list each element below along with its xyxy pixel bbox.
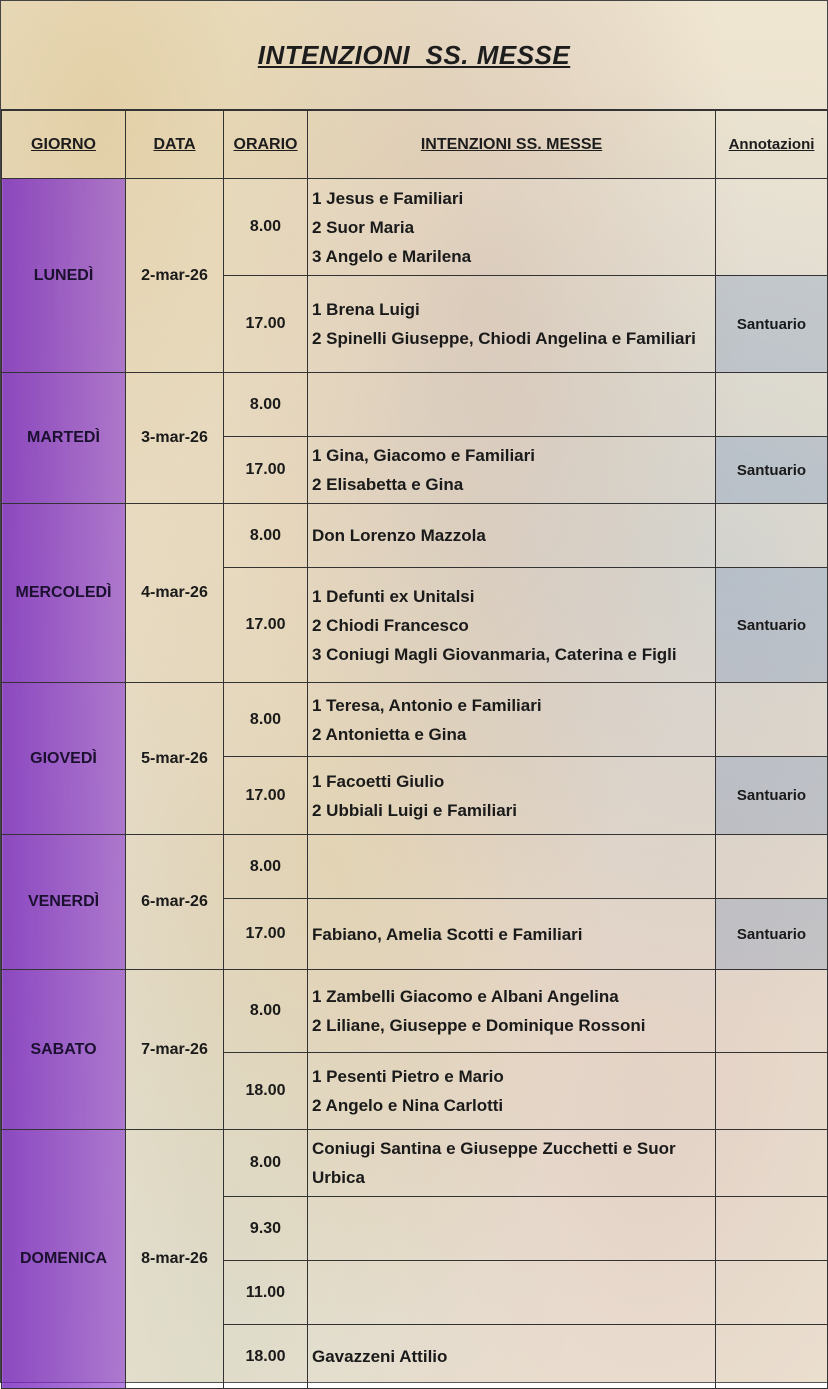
- schedule-row: [2, 179, 828, 276]
- intention-line: 3 Coniugi Magli Giovanmaria, Caterina e Figli: [312, 644, 677, 664]
- header-orario: ORARIO: [224, 111, 308, 179]
- date-cell: 6-mar-26: [126, 835, 224, 970]
- intention-line: 2 Spinelli Giuseppe, Chiodi Angelina e Familiari: [312, 329, 696, 348]
- intention-line: 1 Pesenti Pietro e Mario: [312, 1067, 504, 1086]
- annotation-cell: [716, 1325, 828, 1389]
- intention-line: 1 Defunti ex Unitalsi: [312, 586, 475, 606]
- annotation-cell: [716, 683, 828, 757]
- header-intenzioni: INTENZIONI SS. MESSE: [308, 111, 716, 179]
- intention-line: 1 Zambelli Giacomo e Albani Angelina: [312, 987, 619, 1006]
- day-cell: DOMENICA: [2, 1130, 126, 1389]
- day-cell: GIOVEDÌ: [2, 683, 126, 835]
- intention-cell: [308, 757, 716, 835]
- intention-line: 2 Elisabetta e Gina: [312, 475, 464, 494]
- intention-line: Gavazzeni Attilio: [312, 1347, 448, 1366]
- intention-line: Don Lorenzo Mazzola: [312, 526, 486, 545]
- time-cell: 17.00: [224, 437, 308, 504]
- date-cell: 3-mar-26: [126, 373, 224, 504]
- annotation-cell: Santuario: [716, 757, 828, 835]
- day-cell: MERCOLEDÌ: [2, 504, 126, 683]
- intention-cell: [308, 373, 716, 437]
- time-cell: 17.00: [224, 276, 308, 373]
- intention-line: 2 Liliane, Giuseppe e Dominique Rossoni: [312, 1016, 646, 1035]
- intention-cell: [308, 1130, 716, 1197]
- intention-cell: [308, 437, 716, 504]
- intention-line: 2 Suor Maria: [312, 217, 415, 237]
- page-title: INTENZIONI SS. MESSE: [257, 39, 571, 70]
- date-cell: 5-mar-26: [126, 683, 224, 835]
- header-data: DATA: [126, 111, 224, 179]
- intention-cell: [308, 1197, 716, 1261]
- intention-cell: [308, 504, 716, 568]
- intention-cell: [308, 1325, 716, 1389]
- intention-line: Fabiano, Amelia Scotti e Familiari: [312, 924, 583, 944]
- date-cell: 4-mar-26: [126, 504, 224, 683]
- time-cell: 18.00: [224, 1325, 308, 1389]
- annotation-cell: [716, 179, 828, 276]
- intention-line: 1 Gina, Giacomo e Familiari: [312, 446, 535, 465]
- intention-cell: [308, 1053, 716, 1130]
- time-cell: 8.00: [224, 179, 308, 276]
- schedule-row: [2, 970, 828, 1053]
- day-cell: VENERDÌ: [2, 835, 126, 970]
- time-cell: 9.30: [224, 1197, 308, 1261]
- intention-cell: [308, 835, 716, 899]
- intention-cell: [308, 179, 716, 276]
- time-cell: 17.00: [224, 757, 308, 835]
- annotation-cell: [716, 1130, 828, 1197]
- intention-cell: [308, 276, 716, 373]
- intention-line: 2 Ubbiali Luigi e Familiari: [312, 800, 517, 820]
- day-cell: SABATO: [2, 970, 126, 1130]
- title-row: [1, 1, 827, 110]
- intention-cell: [308, 899, 716, 970]
- schedule-row: [2, 504, 828, 568]
- date-cell: 7-mar-26: [126, 970, 224, 1130]
- intention-cell: [308, 1261, 716, 1325]
- time-cell: 8.00: [224, 970, 308, 1053]
- header-annotazioni: Annotazioni: [716, 111, 828, 179]
- date-cell: 8-mar-26: [126, 1130, 224, 1389]
- intention-line: 1 Teresa, Antonio e Familiari: [312, 695, 542, 715]
- time-cell: 18.00: [224, 1053, 308, 1130]
- annotation-cell: Santuario: [716, 276, 828, 373]
- header-giorno: GIORNO: [2, 111, 126, 179]
- intention-line: 1 Facoetti Giulio: [312, 771, 445, 791]
- intention-cell: [308, 970, 716, 1053]
- schedule-body: [2, 179, 828, 1389]
- annotation-cell: [716, 835, 828, 899]
- annotation-cell: [716, 1197, 828, 1261]
- time-cell: 8.00: [224, 835, 308, 899]
- schedule-row: [2, 1130, 828, 1197]
- time-cell: 8.00: [224, 1130, 308, 1197]
- annotation-cell: Santuario: [716, 568, 828, 683]
- intention-cell: [308, 683, 716, 757]
- intention-line: 3 Angelo e Marilena: [312, 246, 472, 266]
- annotation-cell: [716, 1053, 828, 1130]
- day-cell: LUNEDÌ: [2, 179, 126, 373]
- annotation-cell: [716, 970, 828, 1053]
- schedule-row: [2, 373, 828, 437]
- annotation-cell: [716, 504, 828, 568]
- annotation-cell: Santuario: [716, 437, 828, 504]
- date-cell: 2-mar-26: [126, 179, 224, 373]
- schedule-table: [1, 110, 828, 1389]
- header-row: [2, 111, 828, 179]
- intention-line: 2 Antonietta e Gina: [312, 724, 467, 744]
- intention-line: 2 Angelo e Nina Carlotti: [312, 1096, 504, 1115]
- time-cell: 8.00: [224, 373, 308, 437]
- intention-line: Coniugi Santina e Giuseppe Zucchetti e Suor Urbica: [312, 1139, 676, 1187]
- time-cell: 8.00: [224, 504, 308, 568]
- time-cell: 17.00: [224, 899, 308, 970]
- intention-line: 1 Jesus e Familiari: [312, 188, 464, 208]
- time-cell: 17.00: [224, 568, 308, 683]
- time-cell: 8.00: [224, 683, 308, 757]
- time-cell: 11.00: [224, 1261, 308, 1325]
- schedule-row: [2, 683, 828, 757]
- day-cell: MARTEDÌ: [2, 373, 126, 504]
- annotation-cell: [716, 1261, 828, 1325]
- annotation-cell: Santuario: [716, 899, 828, 970]
- intention-cell: [308, 568, 716, 683]
- intention-line: 2 Chiodi Francesco: [312, 615, 469, 635]
- annotation-cell: [716, 373, 828, 437]
- schedule-row: [2, 835, 828, 899]
- intention-line: 1 Brena Luigi: [312, 300, 420, 319]
